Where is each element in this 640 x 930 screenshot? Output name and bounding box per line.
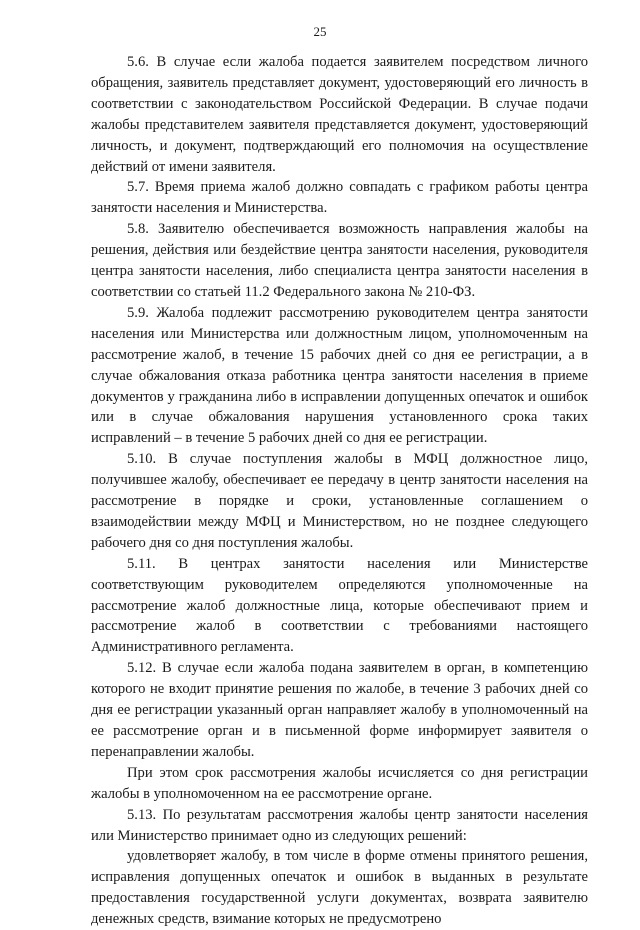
- paragraph-5-12-note: При этом срок рассмотрения жалобы исчисляется со дня регистрации жалобы в уполномоченном на ее рассмотрение органе.: [91, 764, 588, 802]
- paragraph-5-7: 5.7. Время приема жалоб должно совпадать с графиком работы центра занятости населения и Министерства.: [91, 179, 588, 217]
- paragraph-5-6: 5.6. В случае если жалоба подается заявителем посредством личного обращения, заявитель представляет документ, удостоверяющий его личность в соответствии с законодательством Российской Федерации. В случае подачи жалобы представителем заявителя представляется документ, удостоверяющий личность, и документ, подтверждающий его полномочия на осуществление действий от имени заявителя.: [91, 54, 588, 175]
- document-body: [91, 52, 588, 930]
- paragraph-5-13-option-1: удовлетворяет жалобу, в том числе в форме отмены принятого решения, исправления допущенных опечаток и ошибок в выданных в результате предоставления государственной услуги документах, возврата заявителю денежных средств, взимание которых не предусмотрено: [91, 848, 588, 928]
- paragraph-5-13: 5.13. По результатам рассмотрения жалобы центр занятости населения или Министерство принимает одно из следующих решений:: [91, 806, 588, 844]
- paragraph-5-9: 5.9. Жалоба подлежит рассмотрению руководителем центра занятости населения или Министерства или должностным лицом, уполномоченным на рассмотрение жалоб, в течение 15 рабочих дней со дня ее регистрации, а в случае обжалования отказа работника центра занятости населения в приеме документов у гражданина либо в исправлении допущенных опечаток и ошибок или в случае обжалования нарушения установленного срока таких исправлений – в течение 5 рабочих дней со дня ее регистрации.: [91, 304, 588, 447]
- paragraph-5-11: 5.11. В центрах занятости населения или Министерстве соответствующим руководителем определяются уполномоченные на рассмотрение жалоб должностные лица, которые обеспечивают прием и рассмотрение жалоб в соответствии с требованиями настоящего Административного регламента.: [91, 555, 588, 656]
- paragraph-5-10: 5.10. В случае поступления жалобы в МФЦ должностное лицо, получившее жалобу, обеспечивает ее передачу в центр занятости населения на рассмотрение в порядке и сроки, установленные соглашением о взаимодействии между МФЦ и Министерством, но не позднее следующего рабочего дня со дня поступления жалобы.: [91, 451, 588, 551]
- paragraph-5-12: 5.12. В случае если жалоба подана заявителем в орган, в компетенцию которого не входит принятие решения по жалобе, в течение 3 рабочих дней со дня ее регистрации указанный орган направляет жалобу в уполномоченный на ее рассмотрение орган и в письменной форме информирует заявителя о перенаправлении жалобы.: [91, 660, 588, 760]
- page-number: 25: [313, 24, 327, 39]
- paragraph-5-8: 5.8. Заявителю обеспечивается возможность направления жалобы на решения, действия или бездействие центра занятости населения, руководителя центра занятости населения, либо специалиста центра занятости населения в соответствии со статьей 11.2 Федерального закона № 210-ФЗ.: [91, 221, 588, 300]
